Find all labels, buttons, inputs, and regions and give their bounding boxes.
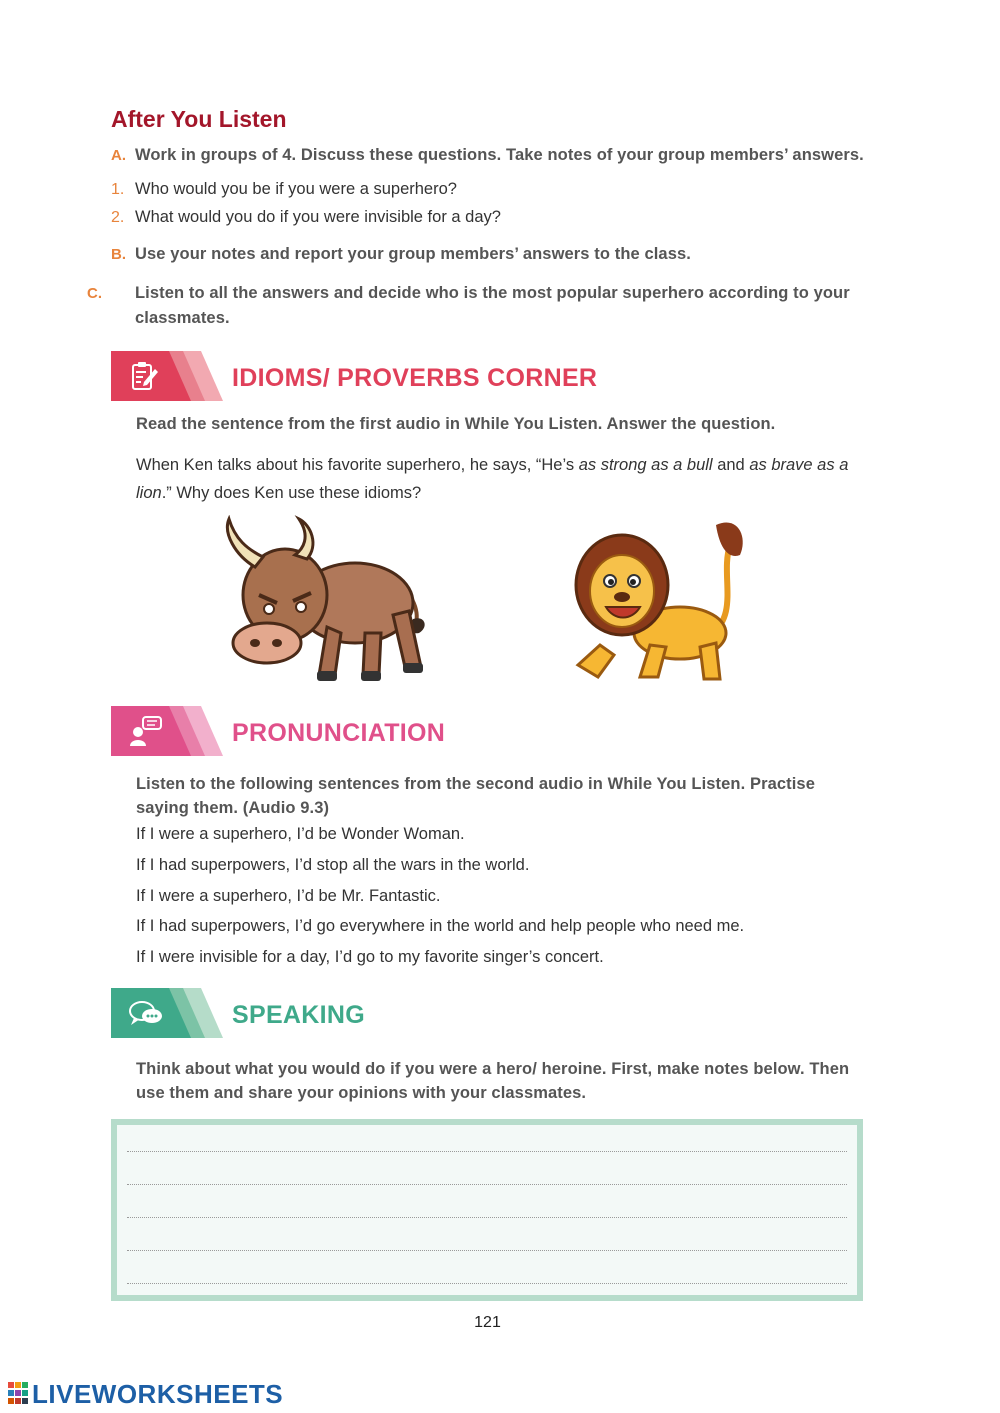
question-1 — [111, 180, 457, 199]
question-1-text: Who would you be if you were a superhero? — [135, 180, 457, 198]
note-line — [127, 1250, 847, 1251]
speaking-instruction: Think about what you would do if you were a hero/ heroine. First, make notes below. Then use them and share your opinions with your classmates. — [136, 1060, 850, 1102]
pronunciation-sentence: If I were a superhero, I’d be Wonder Woman. — [136, 825, 465, 843]
speaking-banner — [111, 988, 226, 1038]
question-2-number: 2. — [111, 209, 125, 226]
idioms-sentence-part2: .” Why does Ken use these idioms? — [161, 484, 422, 502]
note-line — [127, 1184, 847, 1185]
task-b — [111, 245, 891, 264]
notes-area[interactable] — [111, 1119, 863, 1301]
idioms-title: IDIOMS/ PROVERBS CORNER — [232, 364, 598, 392]
idioms-instruction: Read the sentence from the first audio in While You Listen. Answer the question. — [136, 415, 776, 433]
clipboard-pencil-icon — [131, 361, 159, 391]
pronunciation-banner — [111, 706, 226, 756]
pronunciation-sentence: If I were a superhero, I’d be Mr. Fantastic. — [136, 887, 441, 905]
question-2 — [111, 208, 501, 227]
idioms-sentence-and: and — [712, 456, 750, 474]
idioms-banner — [111, 351, 226, 401]
pronunciation-sentence: If I had superpowers, I’d go everywhere in the world and help people who need me. — [136, 917, 745, 935]
lion-illustration — [570, 515, 750, 687]
footer-brand: LIVEWORKSHEETS — [32, 1379, 284, 1409]
liveworksheets-logo-icon — [8, 1382, 28, 1404]
idioms-banner-shape — [111, 351, 226, 401]
pronunciation-instruction: Listen to the following sentences from the second audio in While You Listen. Practise saying them. (Audio 9.3) — [136, 775, 815, 817]
bull-illustration — [215, 515, 435, 687]
question-1-number: 1. — [111, 181, 125, 198]
task-c-text: Listen to all the answers and decide who is the most popular superhero according to your classmates. — [135, 284, 850, 327]
task-b-text: Use your notes and report your group members’ answers to the class. — [135, 245, 691, 263]
chat-bubbles-icon — [128, 1000, 164, 1028]
speaking-title: SPEAKING — [232, 1001, 365, 1029]
idioms-sentence — [136, 451, 871, 507]
task-a — [111, 146, 891, 165]
pronunciation-sentence: If I were invisible for a day, I’d go to my favorite singer’s concert. — [136, 948, 604, 966]
task-c — [87, 281, 887, 330]
section-title-after-you-listen: After You Listen — [111, 106, 287, 132]
idiom-brave-lion: as brave as a lion — [136, 456, 849, 502]
pronunciation-sentence: If I had superpowers, I’d stop all the wars in the world. — [136, 856, 530, 874]
speaking-person-icon — [129, 716, 163, 746]
note-line — [127, 1217, 847, 1218]
task-a-text: Work in groups of 4. Discuss these questions. Take notes of your group members’ answers. — [135, 146, 864, 164]
page-number: 121 — [474, 1314, 501, 1331]
task-a-letter: A. — [111, 147, 127, 164]
idioms-sentence-part1: When Ken talks about his favorite superhero, he says, “He’s — [136, 456, 579, 474]
note-line — [127, 1151, 847, 1152]
question-2-text: What would you do if you were invisible for a day? — [135, 208, 501, 226]
note-line — [127, 1283, 847, 1284]
task-c-letter: C. — [87, 285, 103, 302]
task-b-letter: B. — [111, 246, 127, 263]
pronunciation-title: PRONUNCIATION — [232, 719, 446, 747]
idiom-strong-bull: as strong as a bull — [578, 456, 713, 474]
